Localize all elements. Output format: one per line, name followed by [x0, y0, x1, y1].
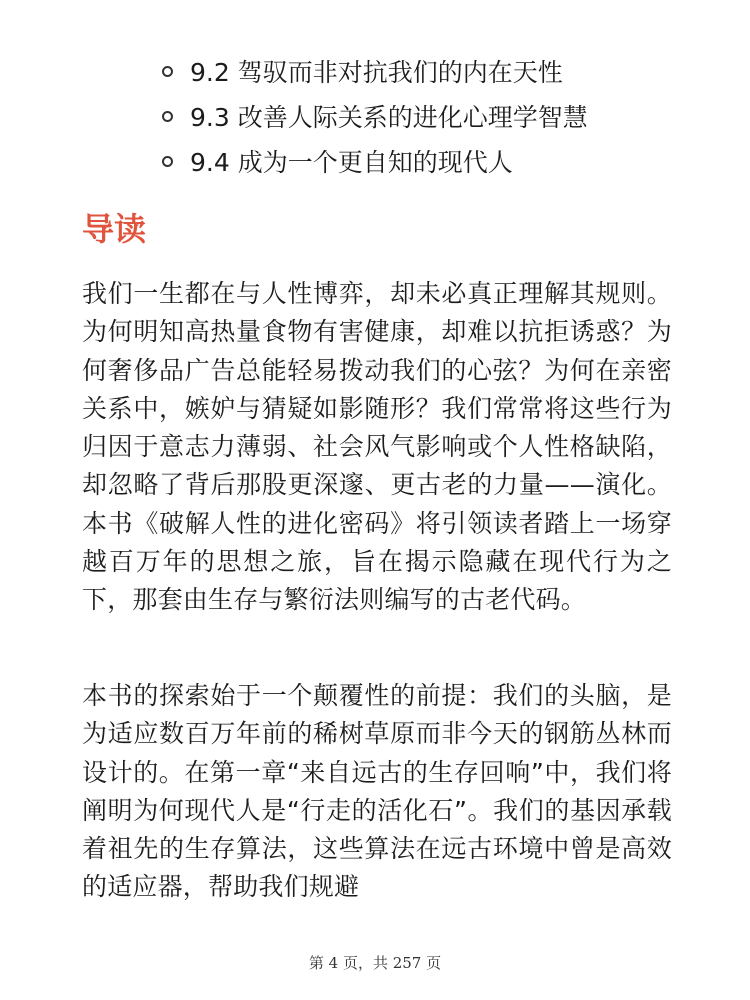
toc-item — [160, 95, 588, 140]
table-of-contents — [160, 50, 588, 185]
toc-item-label: 9.2 驾驭而非对抗我们的内在天性 — [190, 58, 563, 87]
section-heading: 导读 — [82, 210, 147, 248]
toc-item — [160, 50, 588, 95]
toc-item-label: 9.4 成为一个更自知的现代人 — [190, 148, 513, 177]
toc-item — [160, 140, 588, 185]
body-paragraph: 我们一生都在与人性博弈，却未必真正理解其规则。为何明知高热量食物有害健康，却难以抗拒诱惑？为何奢侈品广告总能轻易拨动我们的心弦？为何在亲密关系中，嫉妒与猜疑如影随形？我们常常将这些行为归因于意志力薄弱、社会风气影响或个人性格缺陷，却忽略了背后那股更深邃、更古老的力量——演化。本书《破解人性的进化密码》将引领读者踏上一场穿越百万年的思想之旅，旨在揭示隐藏在现代行为之下，那套由生存与繁衍法则编写的古老代码。 — [82, 279, 672, 615]
hollow-circle-bullet-icon — [162, 156, 173, 167]
page-number-footer: 第 4 页，共 257 页 — [308, 954, 442, 972]
body-paragraph: 本书的探索始于一个颠覆性的前提：我们的头脑，是为适应数百万年前的稀树草原而非今天的钢筋丛林而设计的。在第一章“来自远古的生存回响”中，我们将阐明为何现代人是“行走的活化石”。我们的基因承载着祖先的生存算法，这些算法在远古环境中曾是高效的适应器，帮助我们规避 — [82, 681, 672, 902]
hollow-circle-bullet-icon — [162, 66, 173, 77]
hollow-circle-bullet-icon — [162, 111, 173, 122]
toc-item-label: 9.3 改善人际关系的进化心理学智慧 — [190, 103, 588, 132]
